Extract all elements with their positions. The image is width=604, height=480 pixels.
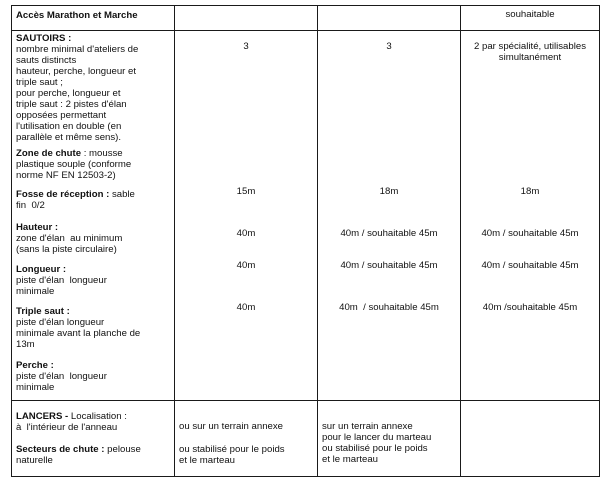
- table-border-top: [11, 5, 600, 6]
- header-col1: Accès Marathon et Marche: [16, 10, 138, 21]
- longueur-title: Longueur :: [16, 264, 67, 275]
- sautoirs-col3: 3: [386, 41, 392, 52]
- lancers-col2: ou sur un terrain annexe: [179, 421, 283, 432]
- hauteur-desc: zone d'élan au minimum (sans la piste circulaire): [16, 233, 123, 255]
- lancers-heading: [16, 411, 127, 422]
- longueur-col3: 40m / souhaitable 45m: [340, 260, 438, 271]
- col-line-4: [460, 5, 461, 477]
- col-line-right: [599, 5, 600, 477]
- zone-chute-title: Zone de chute: [16, 148, 82, 159]
- sautoirs-desc: nombre minimal d'ateliers de sauts distincts hauteur, perche, longueur et triple saut ; pour perche, longueur et triple saut : 2 pistes d'élan opposées permettant l'utilisation en double (en parallèle et même sens).: [16, 44, 139, 143]
- secteurs-col2: ou stabilisé pour le poids et le marteau: [179, 444, 285, 466]
- fosse-col2: 15m: [236, 186, 256, 197]
- col-line-left: [11, 5, 12, 477]
- secteurs-heading: [16, 444, 141, 455]
- zone-chute-rest: : mousse: [81, 148, 123, 159]
- triple-col4: 40m /souhaitable 45m: [482, 302, 578, 313]
- sautoirs-col4: 2 par spécialité, utilisables simultanément: [474, 41, 586, 63]
- col-line-2: [174, 5, 175, 477]
- lancers-rest: Localisation :: [68, 411, 127, 422]
- fosse-desc: fin 0/2: [16, 200, 45, 211]
- secteurs-rest: pelouse: [104, 444, 141, 455]
- hauteur-col4: 40m / souhaitable 45m: [481, 228, 579, 239]
- longueur-desc: piste d'élan longueur minimale: [16, 275, 107, 297]
- triple-col3: 40m / souhaitable 45m: [339, 302, 439, 313]
- fosse-rest: sable: [109, 189, 135, 200]
- zone-chute-heading: [16, 148, 123, 159]
- hauteur-col2: 40m: [236, 228, 256, 239]
- col-line-3: [317, 5, 318, 477]
- longueur-col2: 40m: [236, 260, 256, 271]
- table-border-bottom: [11, 476, 600, 477]
- secteurs-col3: ou stabilisé pour le poids et le marteau: [322, 443, 428, 465]
- perche-desc: piste d'élan longueur minimale: [16, 371, 107, 393]
- fosse-col3: 18m: [379, 186, 399, 197]
- longueur-col4: 40m / souhaitable 45m: [481, 260, 579, 271]
- header-divider: [11, 30, 600, 31]
- fosse-title: Fosse de réception :: [16, 189, 110, 200]
- secteurs-title: Secteurs de chute :: [16, 444, 105, 455]
- section-divider: [11, 400, 600, 401]
- lancers-desc: à l'intérieur de l'anneau: [16, 422, 118, 433]
- secteurs-desc: naturelle: [16, 455, 53, 466]
- fosse-col4: 18m: [520, 186, 540, 197]
- lancers-col3: sur un terrain annexe pour le lancer du marteau: [322, 421, 432, 443]
- perche-title: Perche :: [16, 360, 54, 371]
- zone-chute-desc: plastique souple (conforme norme NF EN 12503-2): [16, 159, 132, 181]
- header-col4: souhaitable: [505, 9, 555, 20]
- sautoirs-col2: 3: [243, 41, 249, 52]
- hauteur-col3: 40m / souhaitable 45m: [340, 228, 438, 239]
- sautoirs-title: SAUTOIRS :: [16, 33, 72, 44]
- triple-title: Triple saut :: [16, 306, 70, 317]
- triple-col2: 40m: [236, 302, 256, 313]
- fosse-heading: [16, 189, 135, 200]
- lancers-title: LANCERS -: [16, 411, 69, 422]
- triple-desc: piste d'élan longueur minimale avant la planche de 13m: [16, 317, 141, 350]
- hauteur-title: Hauteur :: [16, 222, 59, 233]
